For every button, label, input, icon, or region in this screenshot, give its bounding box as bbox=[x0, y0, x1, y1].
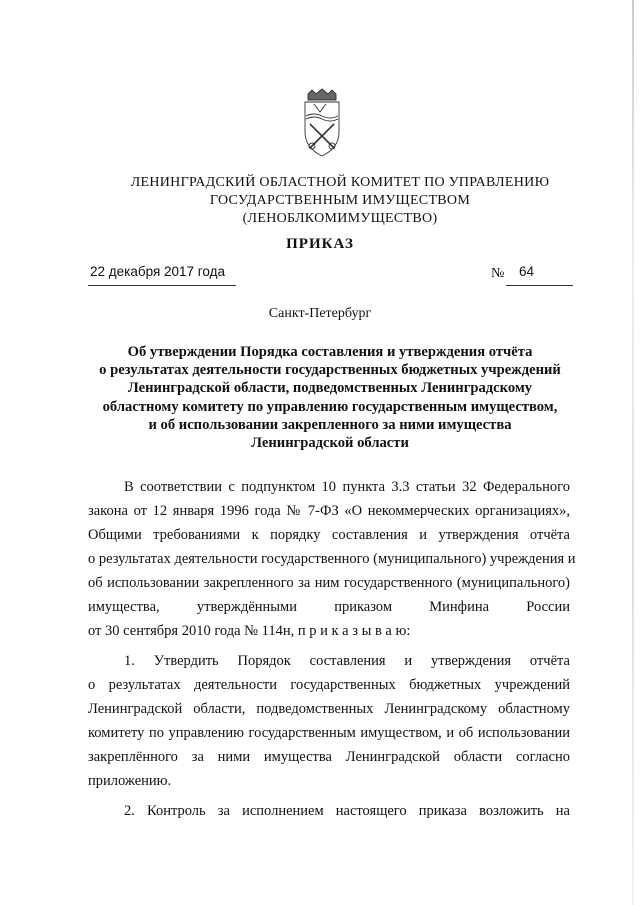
body-line: закреплённого за ними имущества Ленинградской области согласно bbox=[88, 749, 570, 765]
title-line: Ленинградской области bbox=[251, 435, 409, 452]
number-underline bbox=[506, 285, 573, 286]
scan-edge bbox=[632, 0, 634, 905]
title-line: о результатах деятельности государственных бюджетных учреждений bbox=[99, 362, 561, 379]
org-name-line1: ЛЕНИНГРАДСКИЙ ОБЛАСТНОЙ КОМИТЕТ ПО УПРАВЛЕНИЮ bbox=[130, 175, 550, 190]
body-line: В соответствии с подпунктом 10 пункта 3.3 статьи 32 Федерального bbox=[124, 479, 570, 495]
body-line: Ленинградской области, подведомственных Ленинградскому областному bbox=[88, 701, 570, 717]
number-label: № bbox=[491, 266, 505, 281]
order-date: 22 декабря 2017 года bbox=[90, 264, 226, 279]
city: Санкт-Петербург bbox=[268, 306, 372, 321]
body-line: о результатах деятельности государственного (муниципального) учреждения и bbox=[88, 551, 576, 567]
body-line: 2. Контроль за исполнением настоящего приказа возложить на bbox=[124, 803, 570, 819]
title-line: Об утверждении Порядка составления и утверждения отчёта bbox=[127, 344, 533, 360]
body-line: о результатах деятельности государственных бюджетных учреждений bbox=[88, 677, 570, 693]
title-line: Ленинградской области, подведомственных Ленинградскому bbox=[127, 380, 533, 397]
body-line: 1. Утвердить Порядок составления и утверждения отчёта bbox=[124, 653, 570, 669]
title-line: областному комитету по управлению государственным имуществом, bbox=[102, 398, 558, 415]
org-name-line3: (ЛЕНОБЛКОМИМУЩЕСТВО) bbox=[242, 211, 438, 226]
body-line: об использовании закрепленного за ним государственного (муниципального) bbox=[88, 575, 570, 591]
body-line: комитету по управлению государственным имуществом, и об использовании bbox=[88, 725, 570, 741]
coat-of-arms-icon bbox=[300, 88, 344, 158]
org-name-line2: ГОСУДАРСТВЕННЫМ ИМУЩЕСТВОМ bbox=[209, 193, 471, 208]
body-line: Общими требованиями к порядку составления и утверждения отчёта bbox=[88, 527, 570, 543]
document-type: ПРИКАЗ bbox=[286, 236, 354, 252]
date-underline bbox=[88, 285, 236, 286]
body-line: закона от 12 января 1996 года № 7-ФЗ «О некоммерческих организациях», bbox=[88, 503, 570, 519]
body-line: от 30 сентября 2010 года № 114н, п р и к а з ы в а ю: bbox=[88, 623, 411, 639]
body-line: приложению. bbox=[88, 773, 172, 789]
body-line: имущества, утверждёнными приказом Минфина России bbox=[88, 599, 570, 615]
order-title bbox=[95, 343, 565, 452]
title-line: и об использовании закрепленного за ними имущества bbox=[148, 416, 512, 433]
order-number: 64 bbox=[519, 264, 535, 279]
